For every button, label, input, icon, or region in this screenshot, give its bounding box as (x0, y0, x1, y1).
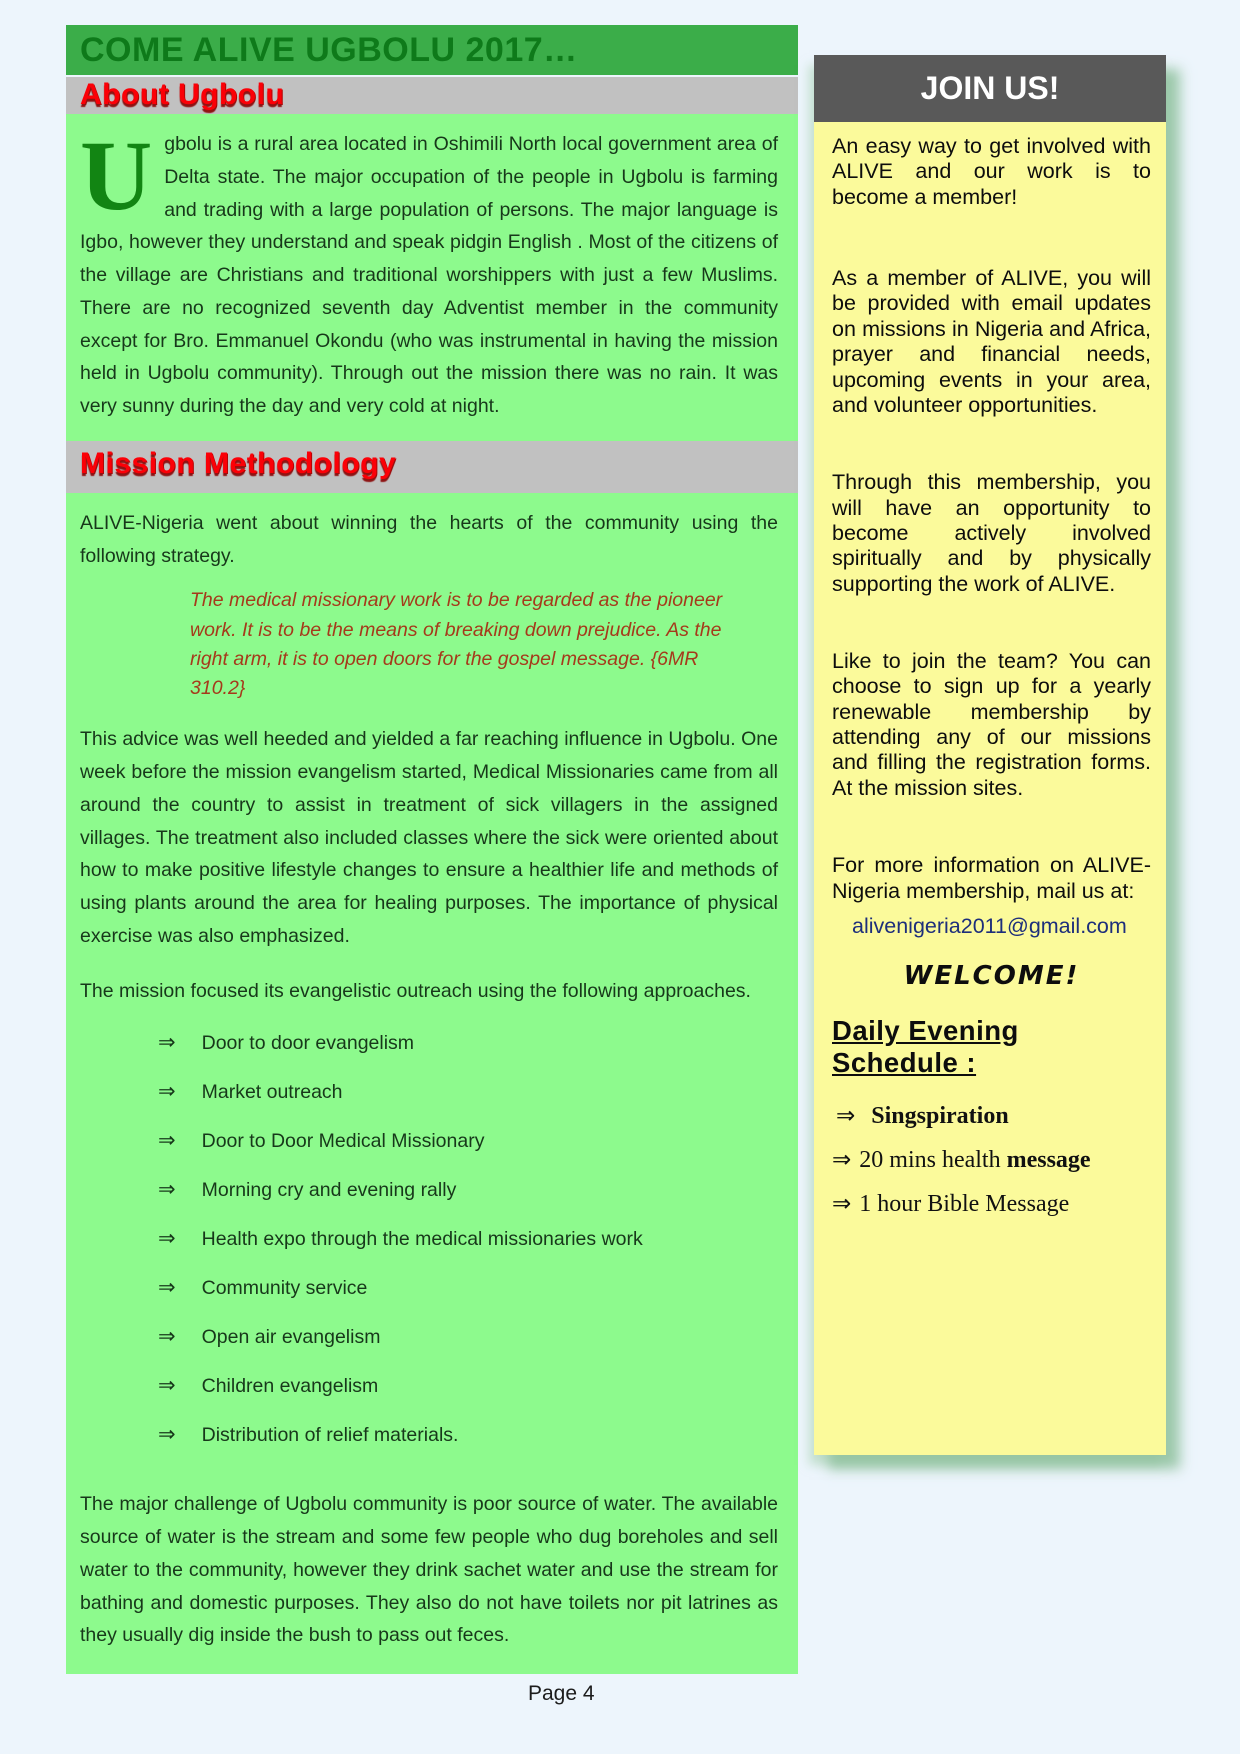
about-paragraph (66, 114, 798, 431)
arrow-bullet-icon: ⇒ (158, 1374, 176, 1398)
list-item-label: Door to door evangelism (201, 1032, 415, 1055)
sidebar-paragraph: Through this membership, you will have an opportunity to become actively involved spiritually and by physically supporting the work of ALIVE. (832, 470, 1151, 596)
arrow-bullet-icon: ⇒ (158, 1178, 176, 1202)
arrow-bullet-icon: ⇒ (832, 1146, 852, 1173)
about-paragraph-text: gbolu is a rural area located in Oshimili North local government area of Delta state. The major occupation of the people in Ugbolu is farming and trading with a large population of persons. The major language is Igbo, however they understand and speak pidgin English . Most of the citizens of the village are Christians and traditional worshippers with just a few Muslims. There are no recognized seventh day Adventist member in the community except for Bro. Emmanuel Okondu (who was instrumental in having the mission held in Ugbolu community). Through out the mission there was no rain. It was very sunny during the day and very cold at night. (80, 133, 778, 417)
approaches-intro: The mission focused its evangelistic outreach using the following approaches. (80, 979, 751, 1002)
arrow-bullet-icon: ⇒ (836, 1102, 856, 1129)
schedule-heading: Daily Evening Schedule : (832, 1014, 1019, 1078)
methodology-intro: ALIVE-Nigeria went about winning the hearts of the community using the following strategy. (80, 511, 778, 567)
dropcap-letter: U (80, 120, 153, 231)
membership-email-link[interactable]: alivenigeria2011@gmail.com (852, 913, 1127, 938)
page-number: Page 4 (528, 1682, 595, 1705)
list-item (158, 1176, 798, 1204)
list-item (158, 1323, 798, 1351)
welcome-text: WELCOME! (903, 960, 1080, 991)
arrow-bullet-icon: ⇒ (832, 1190, 852, 1217)
section-bar-methodology (66, 441, 798, 493)
join-us-body (814, 122, 1166, 1218)
list-item (158, 1274, 798, 1302)
schedule-item-bold-text: Singspiration (871, 1102, 1009, 1129)
join-us-heading: JOIN US! (814, 55, 1166, 122)
arrow-bullet-icon: ⇒ (158, 1276, 176, 1300)
list-item-label: Door to Door Medical Missionary (201, 1130, 485, 1153)
spirit-of-prophecy-quote: The medical missionary work is to be regarded as the pioneer work. It is to be the means of breaking down prejudice. As the right arm, it is to open doors for the gospel message. {6MR 310.2} (190, 589, 723, 699)
arrow-bullet-icon: ⇒ (158, 1080, 176, 1104)
list-item-label: Health expo through the medical missionaries work (201, 1228, 643, 1251)
challenge-paragraph: The major challenge of Ugbolu community is poor source of water. The available source of water is the stream and some few people who dug boreholes and sell water to the community, however they drink sachet water and use the stream for bathing and domestic purposes. They also do not have toilets nor pit latrines as they usually dig inside the bush to pass out feces. (80, 1493, 778, 1647)
list-item-label: Market outreach (201, 1081, 343, 1104)
schedule-item-text: 1 hour Bible Message (859, 1190, 1070, 1217)
article-body-panel (66, 114, 798, 1674)
sidebar-paragraph: An easy way to get involved with ALIVE and our work is to become a member! (832, 134, 1151, 209)
list-item-label: Morning cry and evening rally (201, 1179, 457, 1202)
list-item-label: Community service (201, 1277, 368, 1300)
list-item-label: Distribution of relief materials. (201, 1424, 459, 1447)
schedule-item-text: 20 mins health (859, 1146, 1007, 1173)
sidebar-paragraph: As a member of ALIVE, you will be provided with email updates on missions in Nigeria and Africa, prayer and financial needs, upcoming events in your area, and volunteer opportunities. (832, 266, 1151, 417)
sidebar-paragraph: Like to join the team? You can choose to sign up for a yearly renewable membership by attending any of our missions and filling the registration forms. At the mission sites. (832, 649, 1151, 800)
arrow-bullet-icon: ⇒ (158, 1227, 176, 1251)
section-bar-about (66, 77, 798, 114)
sidebar-paragraph: For more information on ALIVE-Nigeria membership, mail us at: (832, 853, 1151, 903)
list-item (158, 1127, 798, 1155)
advice-paragraph: This advice was well heeded and yielded a far reaching influence in Ugbolu. One week before the mission evangelism started, Medical Missionaries came from all around the country to assist in treatment of sick villagers in the assigned villages. The treatment also included classes where the sick were oriented about how to make positive lifestyle changes to ensure a healthier life and methods of using plants around the area for healing purposes. The importance of physical exercise was also emphasized. (80, 728, 778, 947)
list-item (158, 1225, 798, 1253)
arrow-bullet-icon: ⇒ (158, 1325, 176, 1349)
arrow-bullet-icon: ⇒ (158, 1031, 176, 1055)
schedule-item (832, 1191, 1151, 1218)
list-item-label: Children evangelism (201, 1375, 379, 1398)
join-us-sidebar (814, 55, 1166, 1455)
schedule-item (832, 1103, 1151, 1130)
schedule-list (832, 1103, 1151, 1218)
arrow-bullet-icon: ⇒ (158, 1129, 176, 1153)
list-item (158, 1421, 798, 1449)
schedule-item-bold-text: message (1006, 1146, 1091, 1173)
arrow-bullet-icon: ⇒ (158, 1423, 176, 1447)
page-title: COME ALIVE UGBOLU 2017… (66, 25, 798, 75)
newsletter-main-column (66, 25, 798, 1674)
list-item-label: Open air evangelism (201, 1326, 381, 1349)
list-item (158, 1078, 798, 1106)
about-heading: About Ugbolu (80, 78, 285, 111)
approaches-list (66, 1029, 798, 1449)
schedule-item (832, 1147, 1151, 1174)
list-item (158, 1029, 798, 1057)
methodology-heading: Mission Methodology (80, 446, 397, 480)
list-item (158, 1372, 798, 1400)
